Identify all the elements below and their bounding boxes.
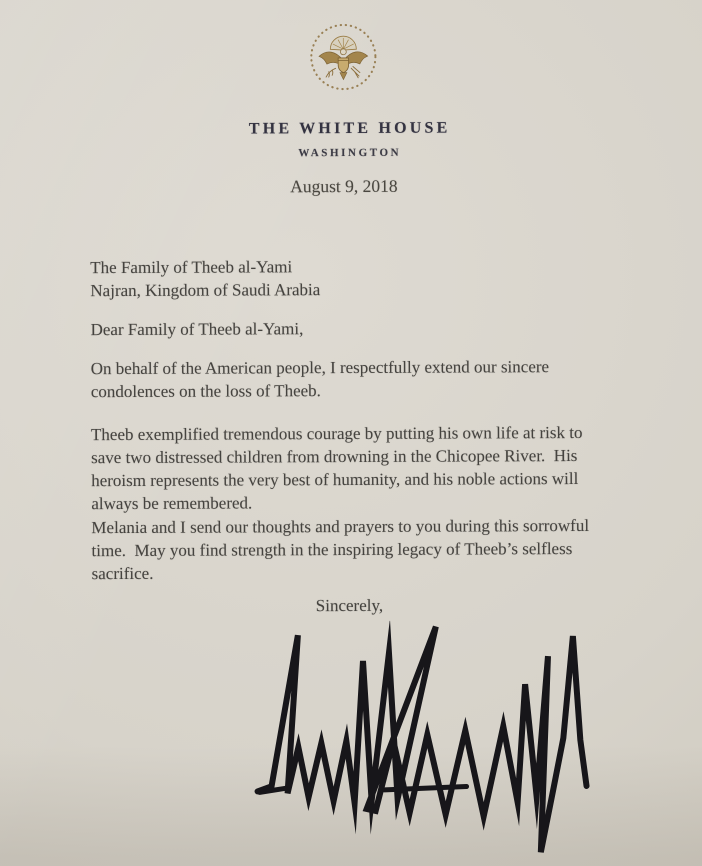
closing-sincerely: Sincerely, — [315, 595, 384, 616]
letterhead-title: THE WHITE HOUSE — [248, 119, 451, 138]
letter-date: August 9, 2018 — [290, 175, 398, 197]
body-paragraph-3: Melania and I send our thoughts and prayers to you during this sorrowful time. May you find strength in the inspiring legacy of Theeb’s selfless sacrifice. — [91, 515, 590, 584]
body-paragraph-1: On behalf of the American people, I respectfully extend our sincere condolences on the loss of Theeb. — [90, 357, 550, 402]
recipient-address: The Family of Theeb al-Yami Najran, Kingdom of Saudi Arabia — [90, 257, 321, 301]
signature-donald-trump — [251, 620, 594, 863]
body-paragraph-2: Theeb exemplified tremendous courage by putting his own life at risk to save two distressed children from drowning in the Chicopee River. His heroism represents the very best of humanity, and his noble actions will always be remembered. — [90, 422, 583, 514]
letterhead-subtitle: WASHINGTON — [298, 146, 402, 160]
presidential-seal-icon — [304, 18, 382, 96]
salutation: Dear Family of Theeb al-Yami, — [90, 319, 304, 340]
